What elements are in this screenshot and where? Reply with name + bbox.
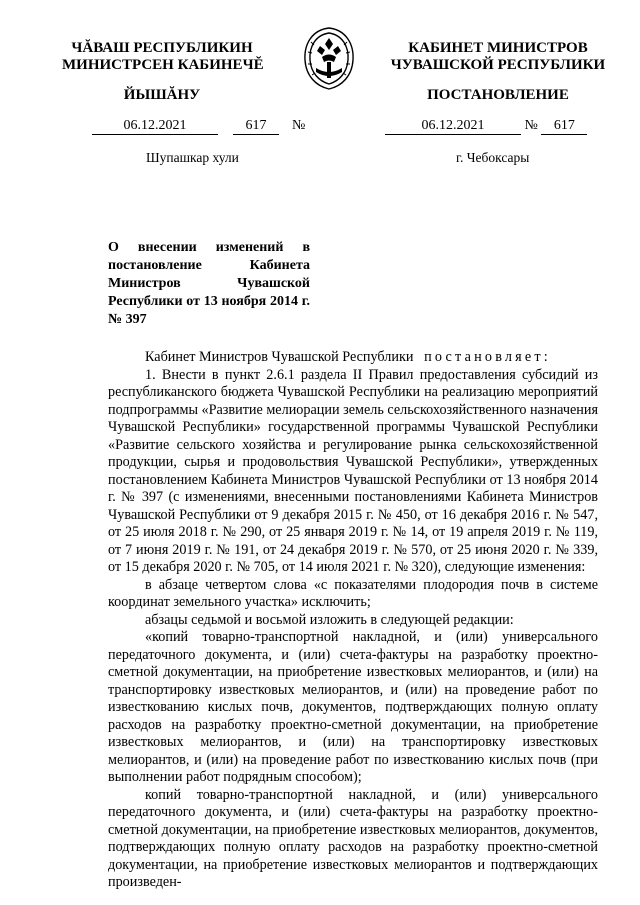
- place-russian: г. Чебоксары: [456, 150, 530, 165]
- header-right-line2: ЧУВАШСКОЙ РЕСПУБЛИКИ: [390, 57, 606, 73]
- document-title: О внесении изменений в постановление Кабинета Министров Чувашской Республики от 13 ноября 2014 г. № 397: [108, 240, 310, 327]
- header-left-line1: ЧĂВАШ РЕСПУБЛИКИН: [71, 40, 253, 56]
- header-left-line2: МИНИСТРСЕН КАБИНЕЧĔ: [62, 57, 264, 73]
- body-intro-paragraph: [108, 349, 598, 367]
- body-paragraph: 1. Внести в пункт 2.6.1 раздела II Правил предоставления субсидий из республиканского бюджета Чувашской Республики на реализацию мероприятий подпрограммы «Развитие мелиорации земель сельскохозяйственного назначения Чувашской Республики» государственной программы Чувашской Республики «Развитие сельского хозяйства и регулирование рынка сельскохозяйственной продукции, сырья и продовольствия Чувашской Республики», утвержденных постановлением Кабинета Министров Чувашской Республики от 13 ноября 2014 г. № 397 (с изменениями, внесенными постановлениями Кабинета Министров Чувашской Республики от 9 декабря 2015 г. № 450, от 16 декабря 2016 г. № 547, от 25 июля 2018 г. № 290, от 25 января 2019 г. № 14, от 19 апреля 2019 г. № 119, от 7 июня 2019 г. № 191, от 24 декабря 2019 г. № 570, от 25 июня 2020 г. № 339, от 15 декабря 2020 г. № 705, от 14 июля 2021 г. № 320), следующие изменения:: [108, 366, 599, 575]
- document-body: [108, 349, 598, 892]
- reg-left-number: 617: [233, 118, 279, 135]
- reg-right-number: 617: [541, 118, 587, 135]
- place-chuvash: Шупашкар хули: [146, 150, 239, 165]
- registration-right: [385, 118, 587, 135]
- body-paragraph: абзацы седьмой и восьмой изложить в следующей редакции:: [145, 611, 514, 628]
- reg-right-date: 06.12.2021: [385, 118, 521, 135]
- reg-right-number-sign: №: [524, 118, 538, 133]
- doc-type-russian: ПОСТАНОВЛЕНИЕ: [427, 87, 569, 103]
- body-intro: Кабинет Министров Чувашской Республики: [145, 349, 414, 365]
- body-paragraph: в абзаце четвертом слова «с показателями плодородия почв в системе координат земельного участка» исключить;: [108, 576, 598, 610]
- doc-type-chuvash: ЙЫШĂНУ: [123, 87, 201, 103]
- registration-left: [92, 118, 305, 135]
- reg-left-number-sign: №: [292, 118, 306, 133]
- header-left-authority: [62, 40, 262, 74]
- body-paragraph: «копий товарно-транспортной накладной, и (или) универсального передаточного документа, и (или) счета-фактуры на разработку проектно-сметной документации, на приобретение известковых мелиорантов, и (или) на транспортировку известковых мелиорантов, и (или) на проведение работ по известкованию кислых почв, документов, подтверждающих полную оплату расходов на разработку проектно-сметной документации, на приобретение известковых мелиорантов, и (или) на транспортировку известковых мелиорантов, и (или) на проведение работ по известкованию кислых почв (при выполнении работ подрядным способом);: [108, 629, 598, 785]
- header-right-authority: [378, 40, 618, 74]
- body-paragraph: копий товарно-транспортной накладной, и (или) универсального передаточного документа, и (или) счета-фактуры на разработку проектно-сметной документации, на приобретение известковых мелиорантов, документов, подтверждающих полную оплату расходов на разработку проектно-сметной документации, на приобретение известковых мелиорантов и подтверждающих произведен-: [108, 786, 599, 890]
- decree-word: постановляет:: [424, 349, 551, 365]
- reg-left-date: 06.12.2021: [92, 118, 218, 135]
- coat-of-arms-emblem: [298, 24, 360, 92]
- header-right-line1: КАБИНЕТ МИНИСТРОВ: [408, 40, 588, 56]
